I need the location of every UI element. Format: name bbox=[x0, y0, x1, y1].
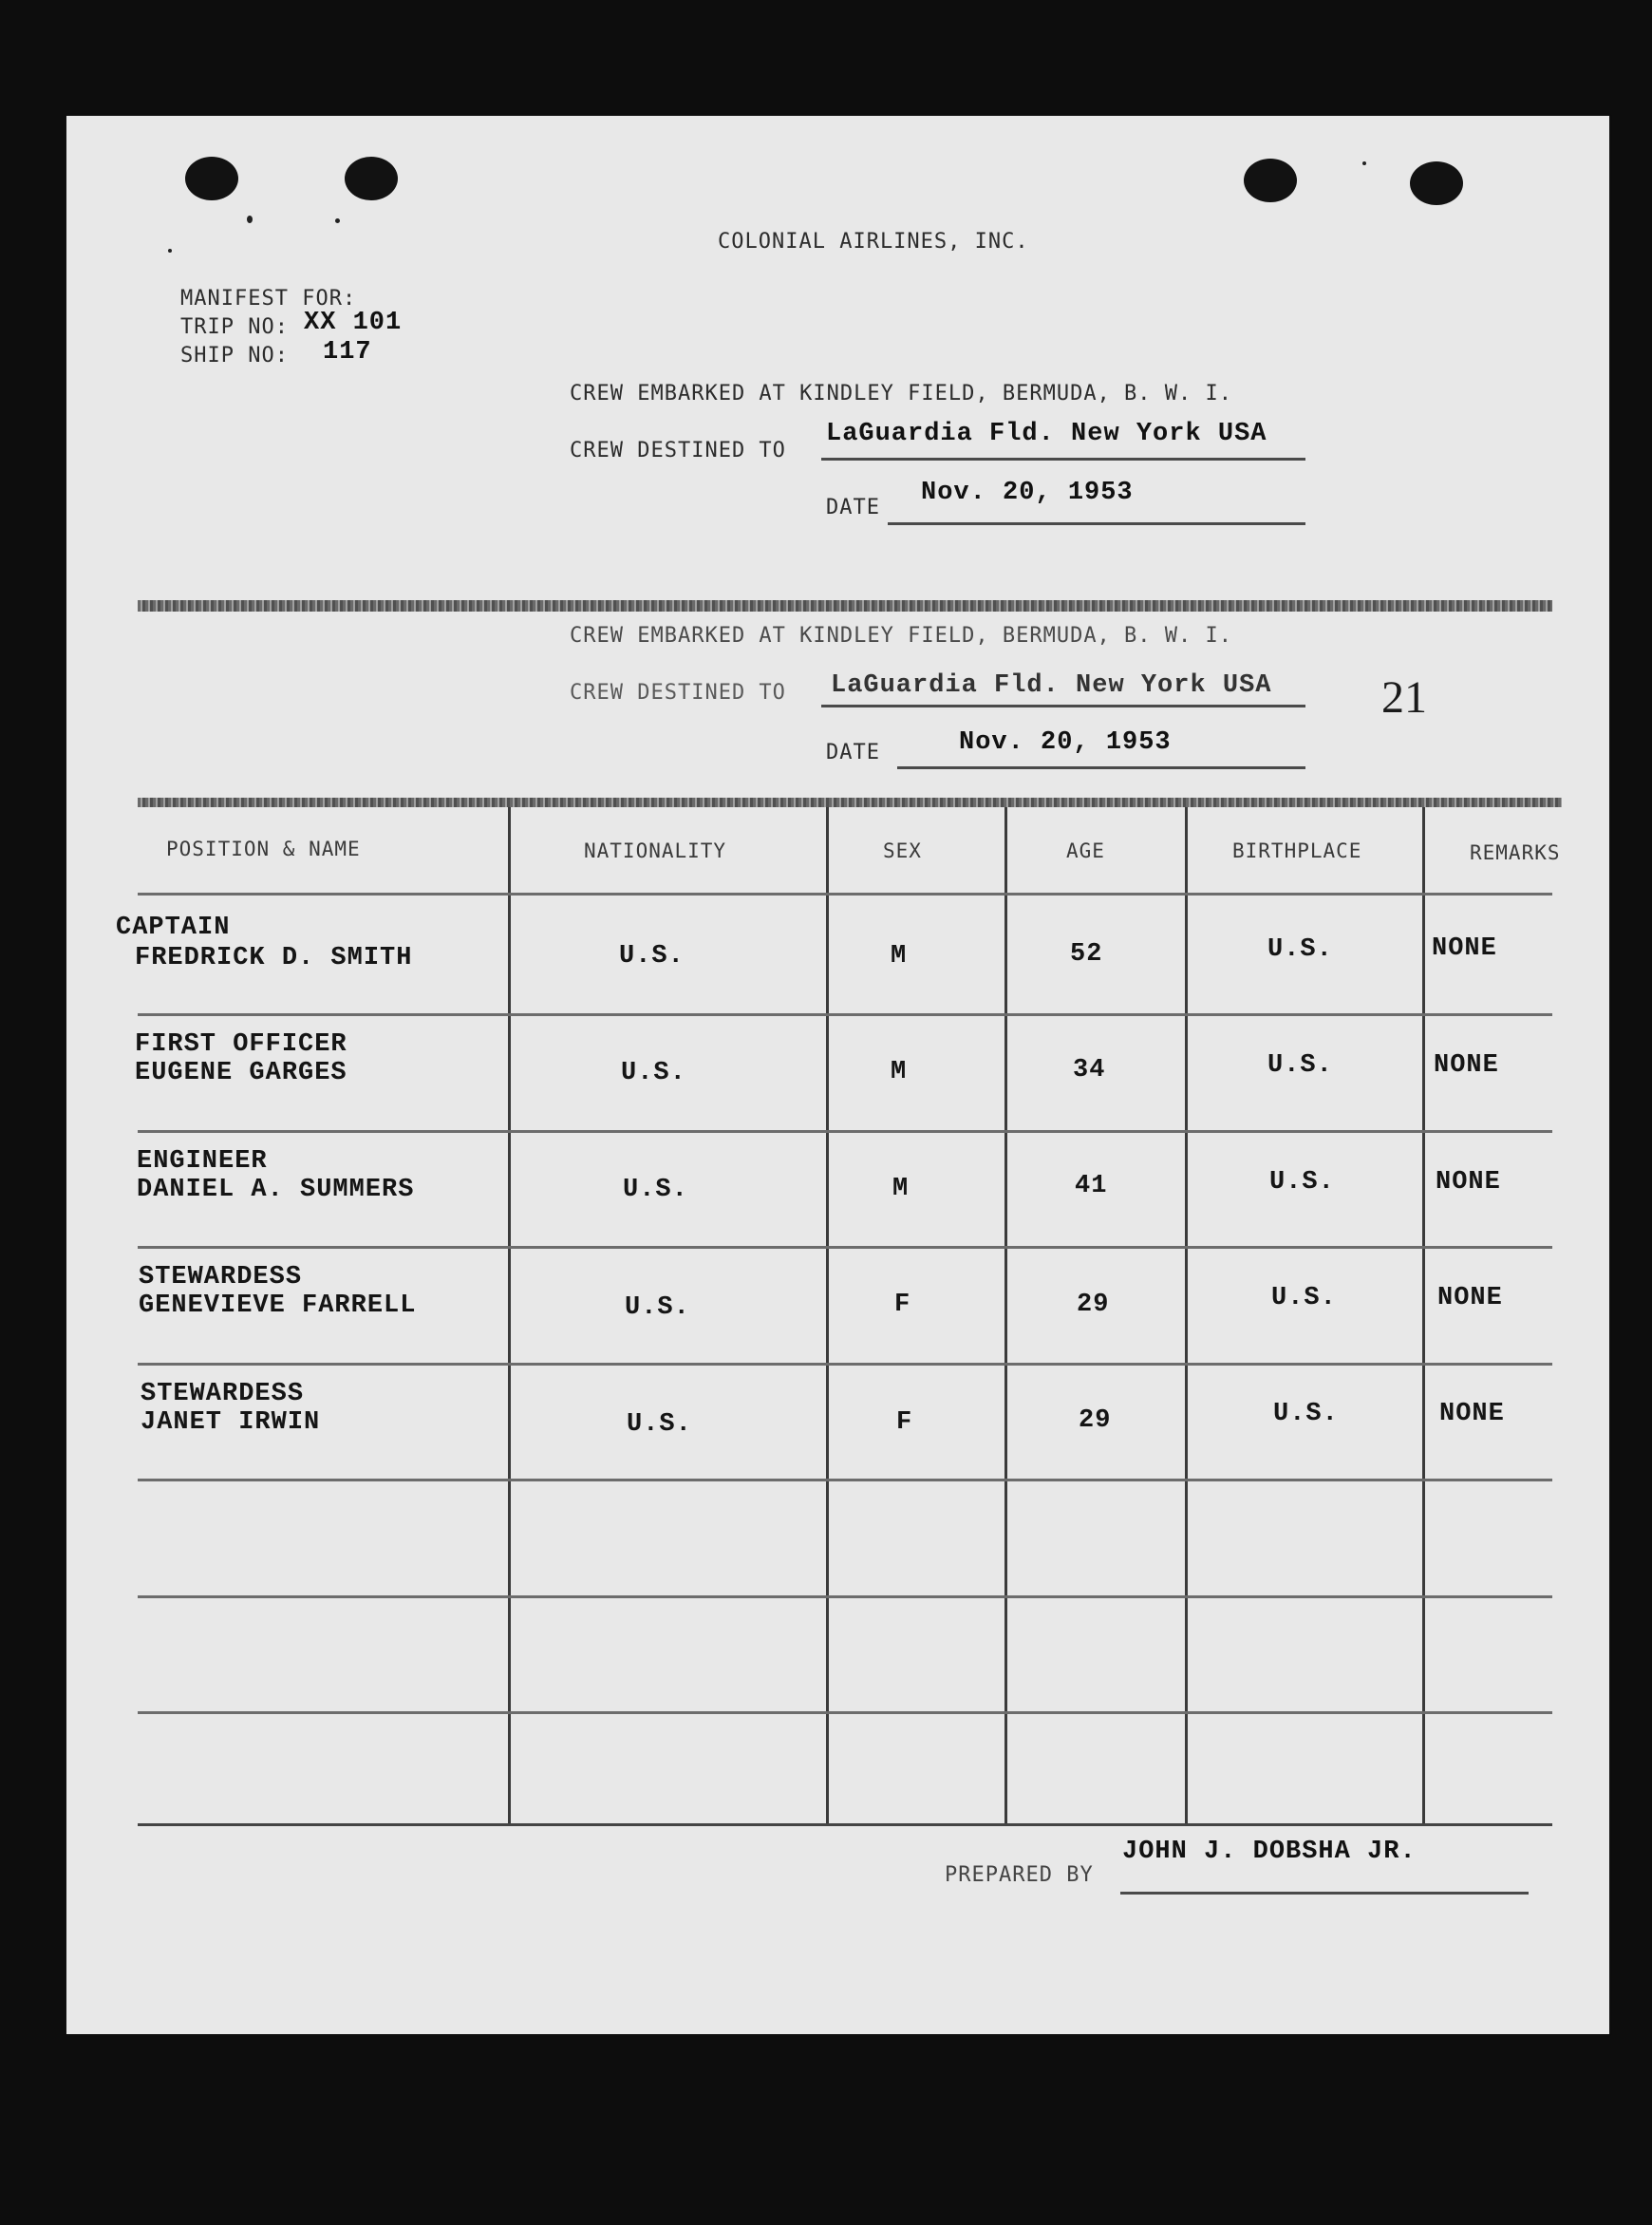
speck bbox=[247, 216, 253, 223]
speck bbox=[168, 249, 172, 253]
row-2-age: 34 bbox=[1073, 1056, 1106, 1084]
row-3-name: DANIEL A. SUMMERS bbox=[137, 1176, 415, 1204]
row-2-nationality: U.S. bbox=[621, 1059, 686, 1087]
row-3-nationality: U.S. bbox=[623, 1176, 688, 1204]
destined-underline-2 bbox=[821, 705, 1305, 707]
grid-line bbox=[1185, 807, 1188, 1823]
grid-line bbox=[138, 1823, 1552, 1826]
col-header-position: POSITION & NAME bbox=[166, 838, 361, 860]
row-4-sex: F bbox=[894, 1291, 911, 1319]
grid-line bbox=[138, 1479, 1552, 1481]
divider-2 bbox=[138, 798, 1562, 807]
date-label-2: DATE bbox=[826, 741, 880, 764]
col-header-birthplace: BIRTHPLACE bbox=[1232, 839, 1362, 862]
row-5-sex: F bbox=[896, 1408, 913, 1437]
punch-hole bbox=[185, 157, 238, 200]
punch-hole bbox=[1244, 159, 1297, 202]
crew-destined-value: LaGuardia Fld. New York USA bbox=[826, 420, 1267, 448]
manifest-page bbox=[66, 116, 1609, 2034]
date-underline bbox=[888, 522, 1305, 525]
ship-label: SHIP NO: bbox=[180, 344, 289, 368]
row-3-sex: M bbox=[892, 1175, 910, 1203]
prepared-by-label: PREPARED BY bbox=[945, 1863, 1094, 1887]
row-5-remarks: NONE bbox=[1439, 1400, 1505, 1428]
row-4-age: 29 bbox=[1077, 1291, 1110, 1319]
punch-hole bbox=[345, 157, 398, 200]
row-5-name: JANET IRWIN bbox=[141, 1408, 321, 1437]
col-header-age: AGE bbox=[1066, 839, 1105, 862]
grid-line bbox=[138, 1363, 1552, 1366]
row-3-position: ENGINEER bbox=[137, 1147, 268, 1176]
row-4-nationality: U.S. bbox=[625, 1293, 690, 1322]
manifest-label: MANIFEST FOR: bbox=[180, 287, 357, 311]
row-1-nationality: U.S. bbox=[619, 942, 685, 971]
prepared-underline bbox=[1120, 1892, 1529, 1895]
row-2-birthplace: U.S. bbox=[1267, 1051, 1333, 1080]
punch-hole bbox=[1410, 161, 1463, 205]
row-5-position: STEWARDESS bbox=[141, 1380, 305, 1408]
speck bbox=[335, 218, 340, 223]
grid-line bbox=[138, 893, 1552, 896]
grid-line bbox=[138, 1130, 1552, 1133]
col-header-remarks: REMARKS bbox=[1470, 841, 1561, 864]
row-1-age: 52 bbox=[1070, 940, 1103, 969]
row-5-birthplace: U.S. bbox=[1273, 1400, 1339, 1428]
date-label: DATE bbox=[826, 496, 880, 519]
row-4-position: STEWARDESS bbox=[139, 1263, 303, 1292]
grid-line bbox=[1004, 807, 1007, 1823]
row-1-remarks: NONE bbox=[1432, 934, 1497, 963]
crew-destined-value-2: LaGuardia Fld. New York USA bbox=[831, 671, 1272, 700]
trip-value: XX 101 bbox=[304, 309, 403, 337]
row-2-name: EUGENE GARGES bbox=[135, 1059, 347, 1087]
row-2-sex: M bbox=[891, 1058, 908, 1086]
grid-line bbox=[138, 1711, 1552, 1714]
row-3-age: 41 bbox=[1075, 1172, 1108, 1200]
grid-line bbox=[138, 1246, 1552, 1249]
row-2-remarks: NONE bbox=[1434, 1051, 1499, 1080]
row-3-birthplace: U.S. bbox=[1269, 1168, 1335, 1197]
crew-embarked-line: CREW EMBARKED AT KINDLEY FIELD, BERMUDA, B. W. I. bbox=[570, 382, 1233, 405]
row-4-birthplace: U.S. bbox=[1271, 1284, 1337, 1312]
crew-destined-label-2: CREW DESTINED TO bbox=[570, 681, 786, 705]
destined-underline bbox=[821, 458, 1305, 461]
row-1-position: CAPTAIN bbox=[116, 914, 231, 942]
speck bbox=[1362, 161, 1366, 165]
row-2-position: FIRST OFFICER bbox=[135, 1030, 347, 1059]
row-5-age: 29 bbox=[1079, 1406, 1112, 1435]
date-value: Nov. 20, 1953 bbox=[921, 479, 1134, 507]
row-4-name: GENEVIEVE FARRELL bbox=[139, 1292, 417, 1320]
row-4-remarks: NONE bbox=[1437, 1284, 1503, 1312]
ship-value: 117 bbox=[323, 338, 372, 367]
grid-line bbox=[508, 807, 511, 1823]
row-5-nationality: U.S. bbox=[627, 1410, 692, 1439]
date-underline-2 bbox=[897, 766, 1305, 769]
grid-line bbox=[826, 807, 829, 1823]
row-3-remarks: NONE bbox=[1436, 1168, 1501, 1197]
row-1-name: FREDRICK D. SMITH bbox=[135, 944, 413, 972]
crew-destined-label: CREW DESTINED TO bbox=[570, 439, 786, 462]
grid-line bbox=[138, 1595, 1552, 1598]
grid-line bbox=[1422, 807, 1425, 1823]
divider bbox=[138, 600, 1552, 612]
row-1-birthplace: U.S. bbox=[1267, 935, 1333, 964]
col-header-nationality: NATIONALITY bbox=[584, 839, 727, 862]
col-header-sex: SEX bbox=[883, 839, 922, 862]
date-value-2: Nov. 20, 1953 bbox=[959, 728, 1172, 757]
crew-embarked-line-2: CREW EMBARKED AT KINDLEY FIELD, BERMUDA, B. W. I. bbox=[570, 624, 1233, 648]
prepared-by-value: JOHN J. DOBSHA JR. bbox=[1122, 1838, 1417, 1866]
page-number: 21 bbox=[1381, 672, 1427, 723]
grid-line bbox=[138, 1013, 1552, 1016]
trip-label: TRIP NO: bbox=[180, 315, 289, 339]
company-name: COLONIAL AIRLINES, INC. bbox=[718, 230, 1029, 254]
row-1-sex: M bbox=[891, 942, 908, 971]
